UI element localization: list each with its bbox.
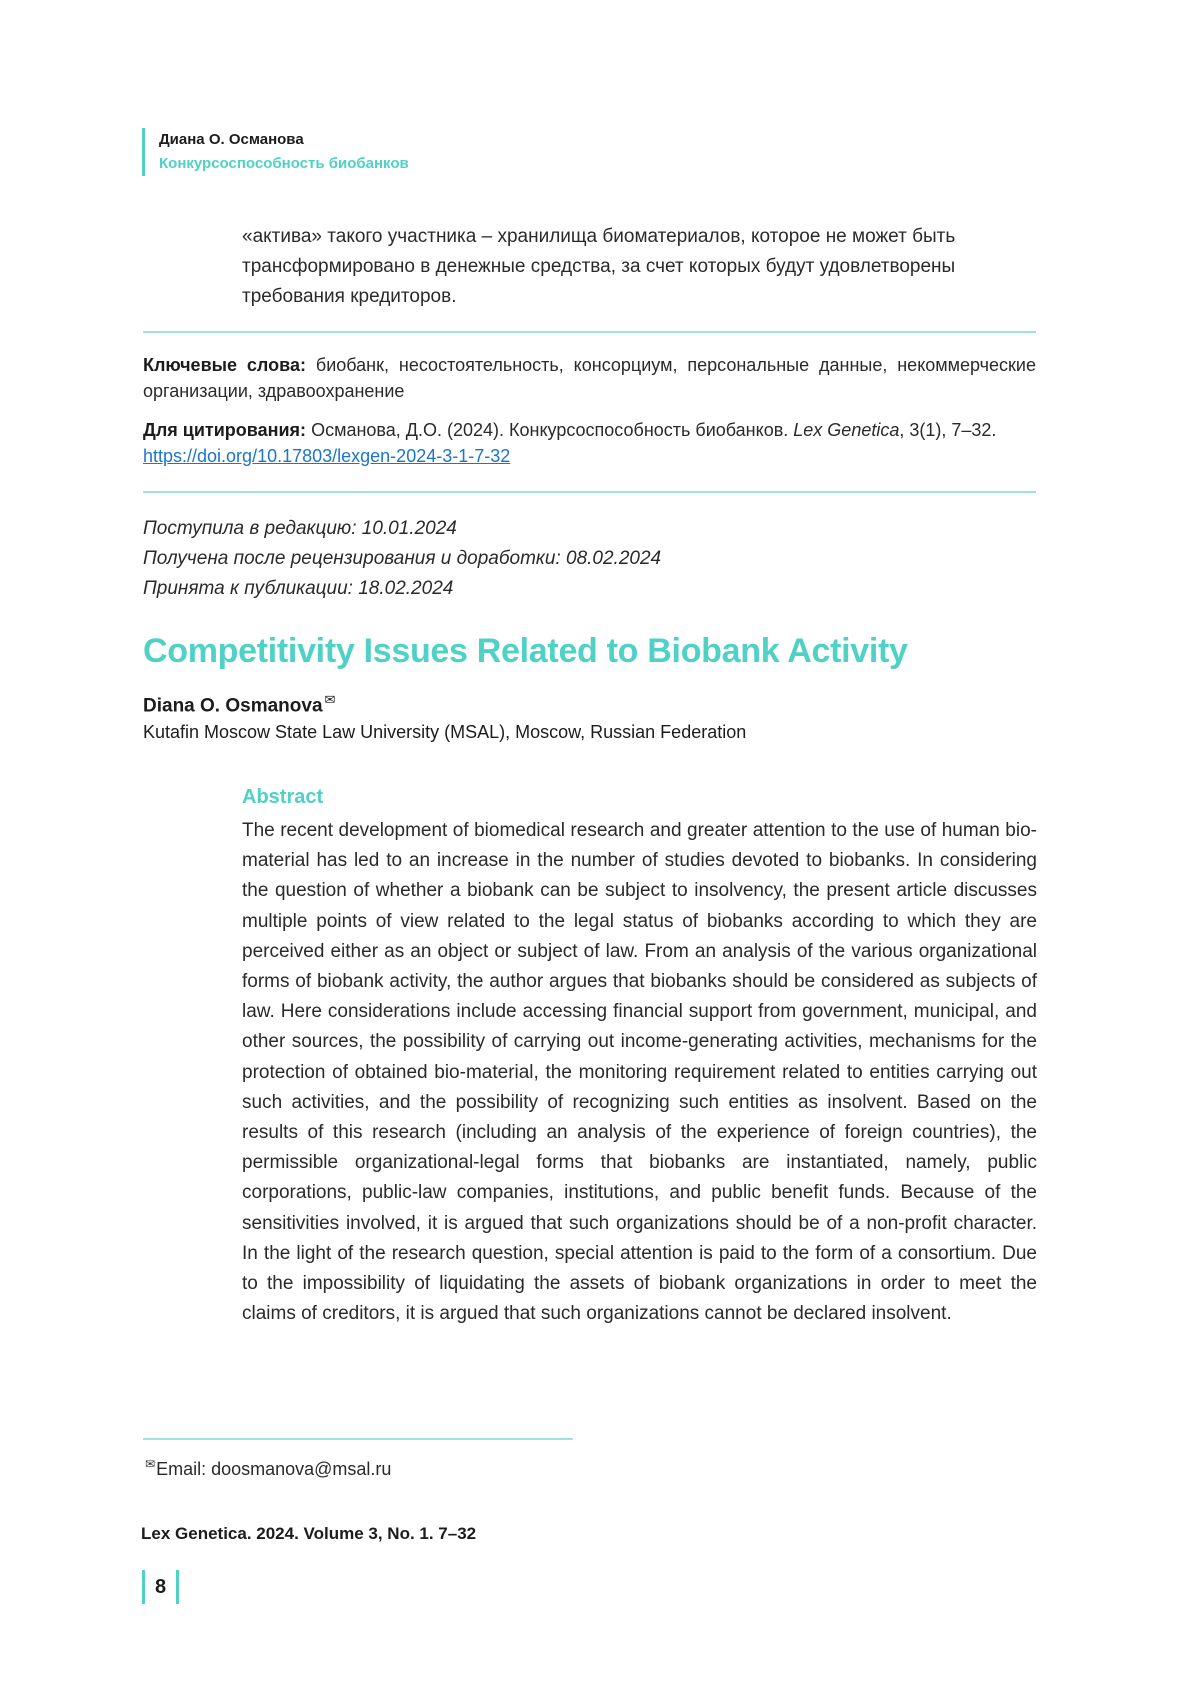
doi-link[interactable]: https://doi.org/10.17803/lexgen-2024-3-1-7-32 [143,446,511,466]
author-name: Diana O. Osmanova [143,695,323,717]
envelope-icon: ✉ [145,1457,156,1471]
date-received: Поступила в редакцию: 10.01.2024 [143,518,457,539]
affiliation: Kutafin Moscow State Law University (MSAL), Moscow, Russian Federation [143,722,747,742]
running-header-author: Диана О. Османова [159,131,304,148]
english-title: Competitivity Issues Related to Biobank Activity [143,632,908,670]
journal-footer: Lex Genetica. 2024. Volume 3, No. 1. 7–32 [141,1524,477,1543]
running-header-title: Конкурсоспособность биобанков [159,155,409,172]
citation [143,417,1036,469]
abstract-text: The recent development of biomedical research and greater attention to the use of human bio-material has led to an increase in the number of studies devoted to biobanks. In considering the question of whether a biobank can be subject to insolvency, the present article discusses multiple points of view related to the legal status of biobanks according to which they are perceived either as an object or subject of law. From an analysis of the various organizational forms of biobank activity, the author argues that biobanks should be considered as subjects of law. Here considerations include accessing financial support from government, municipal, and other sources, the possibility of carrying out income-generating activities, mechanisms for the protection of obtained bio-material, the monitoring requirement related to entities carrying out such activities, and the possibility of recognizing such entities as insolvent. Based on the results of this research (including an analysis of the experience of foreign countries), the permissible organizational-legal forms that biobanks are instantiated, namely, public corporations, public-law companies, institutions, and public benefit funds. Because of the sensitivities involved, it is argued that such organizations should be of a non-profit character. In the light of the research question, special attention is paid to the form of a consortium. Due to the impossibility of liquidating the assets of biobank organizations in order to meet the claims of creditors, it is argued that such organizations cannot be declared insolvent. [242,820,1037,1325]
citation-text: Османова, Д.О. (2024). Конкурсоспособность биобанков. [311,420,789,440]
article-dates [143,514,661,604]
keywords-label: Ключевые слова: [143,355,306,375]
envelope-icon[interactable]: ✉ [324,692,336,707]
date-accepted: Принята к публикации: 18.02.2024 [143,578,454,599]
abstract-heading: Abstract [242,786,324,808]
citation-journal: Lex Genetica [793,420,900,440]
date-revised: Получена после рецензирования и доработки: 08.02.2024 [143,548,662,569]
russian-abstract-continuation: «актива» такого участника – хранилища биоматериалов, которое не может быть трансформировано в денежные средства, за счет которых будут удовлетворены требования кредиторов. [242,226,956,307]
divider [143,331,1036,333]
keywords-text: биобанк, несостоятельность, консорциум, персональные данные, некоммерческие организации, здравоохранение [143,355,1036,401]
english-author [143,692,335,717]
keywords [143,352,1036,404]
running-header [142,128,409,176]
footnote-email: Email: doosmanova@msal.ru [156,1459,392,1479]
citation-label: Для цитирования: [143,420,307,440]
footnote-divider [143,1438,573,1440]
page-number: 8 [142,1570,179,1604]
divider [143,491,1036,493]
footnote [145,1457,391,1480]
citation-volume: , 3(1), 7–32. [899,420,997,440]
